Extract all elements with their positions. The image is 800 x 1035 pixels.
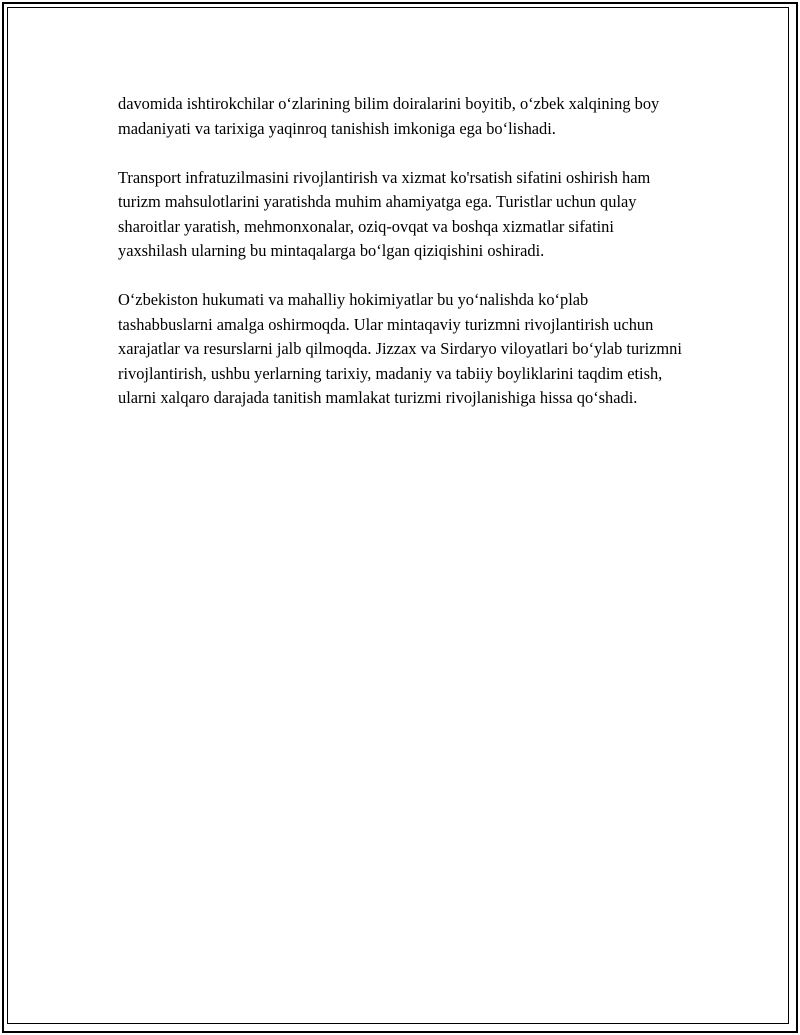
paragraph-1: davomida ishtirokchilar o‘zlarining bilim doiralarini boyitib, o‘zbek xalqining boy madaniyati va tarixiga yaqinroq tanishish imkoniga ega bo‘lishadi. (118, 94, 660, 138)
paragraph-3: O‘zbekiston hukumati va mahalliy hokimiyatlar bu yo‘nalishda ko‘plab tashabbuslarni amalga oshirmoqda. Ular mintaqaviy turizmni rivojlantirish uchun xarajatlar va resurslarni jalb qilmoqda. Jizzax va Sirdaryo viloyatlari bo‘ylab turizmni rivojlantirish, ushbu yerlarning tarixiy, madaniy va tabiiy boyliklarini taqdim etish, ularni xalqaro darajada tanitish mamlakat turizmi rivojlanishiga hissa qo‘shadi. (118, 290, 682, 407)
paragraph-2: Transport infratuzilmasini rivojlantirish va xizmat ko'rsatish sifatini oshirish ham turizm mahsulotlarini yaratishda muhim ahamiyatga ega. Turistlar uchun qulay sharoitlar yaratish, mehmonxonalar, oziq-ovqat va boshqa xizmatlar sifatini yaxshilash ularning bu mintaqalarga bo‘lgan qiziqishini oshiradi. (118, 167, 651, 260)
document-body (118, 92, 684, 435)
